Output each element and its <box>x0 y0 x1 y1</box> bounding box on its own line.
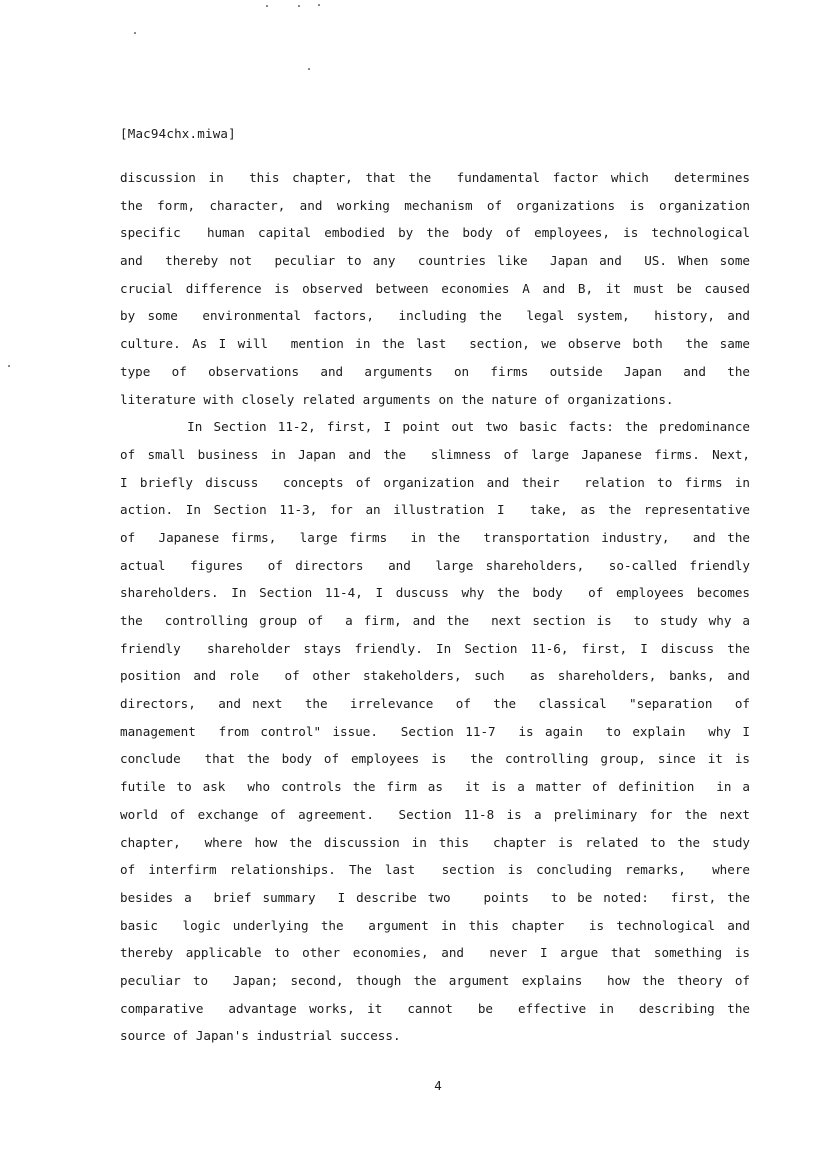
text-line: basic logic underlying the argument in this chapter is technological and <box>120 917 750 933</box>
text-line: friendly shareholder stays friendly. In Section 11-6, first, I discuss the <box>120 640 750 656</box>
text-line: source of Japan's industrial success. <box>120 1028 401 1044</box>
text-line: management from control" issue. Section 11-7 is again to explain why I <box>120 723 750 739</box>
text-line: chapter, where how the discussion in this chapter is related to the study <box>120 834 750 850</box>
text-line: position and role of other stakeholders, such as shareholders, banks, and <box>120 668 750 684</box>
text-line: comparative advantage works, it cannot be effective in describing the <box>120 1000 750 1016</box>
text-line: actual figures of directors and large shareholders, so-called friendly <box>120 557 750 573</box>
scan-speck <box>134 32 136 34</box>
text-line: conclude that the body of employees is the controlling group, since it is <box>120 751 750 767</box>
text-line: directors, and next the irrelevance of the classical "separation of <box>120 696 750 712</box>
page-number: 4 <box>434 1078 442 1093</box>
text-line: the form, character, and working mechanism of organizations is organization <box>120 197 750 213</box>
text-line: futile to ask who controls the firm as it is a matter of definition in a <box>120 779 750 795</box>
text-line: of small business in Japan and the slimness of large Japanese firms. Next, <box>120 446 750 462</box>
scan-speck <box>308 68 310 70</box>
text-line: of interfirm relationships. The last section is concluding remarks, where <box>120 862 750 878</box>
text-line: peculiar to Japan; second, though the argument explains how the theory of <box>120 972 750 988</box>
body-text <box>120 164 750 1050</box>
text-line: type of observations and arguments on firms outside Japan and the <box>120 363 750 379</box>
text-line: of Japanese firms, large firms in the transportation industry, and the <box>120 529 750 545</box>
document-header-tag: [Mac94chx.miwa] <box>120 126 236 141</box>
scan-speck <box>298 5 300 7</box>
text-line: I briefly discuss concepts of organization and their relation to firms in <box>120 474 750 490</box>
text-line: culture. As I will mention in the last section, we observe both the same <box>120 336 750 352</box>
text-line: and thereby not peculiar to any countries like Japan and US. When some <box>120 253 750 269</box>
text-line: by some environmental factors, including the legal system, history, and <box>120 308 750 324</box>
scan-speck <box>318 4 320 6</box>
scan-speck <box>8 365 10 367</box>
scan-speck <box>266 5 268 7</box>
text-line: thereby applicable to other economies, and never I argue that something is <box>120 945 750 961</box>
text-line: literature with closely related arguments on the nature of organizations. <box>120 391 674 407</box>
text-line: besides a brief summary I describe two points to be noted: first, the <box>120 889 750 905</box>
text-line: the controlling group of a firm, and the next section is to study why a <box>120 613 750 628</box>
text-line: discussion in this chapter, that the fundamental factor which determines <box>120 170 750 185</box>
text-line: action. In Section 11-3, for an illustration I take, as the representative <box>120 502 750 518</box>
text-line: crucial difference is observed between economies A and B, it must be caused <box>120 280 750 296</box>
text-line: In Section 11-2, first, I point out two basic facts: the predominance <box>120 419 750 435</box>
text-line: world of exchange of agreement. Section 11-8 is a preliminary for the next <box>120 806 750 822</box>
text-line: specific human capital embodied by the body of employees, is technological <box>120 225 750 241</box>
text-line: shareholders. In Section 11-4, I duscuss why the body of employees becomes <box>120 585 750 601</box>
